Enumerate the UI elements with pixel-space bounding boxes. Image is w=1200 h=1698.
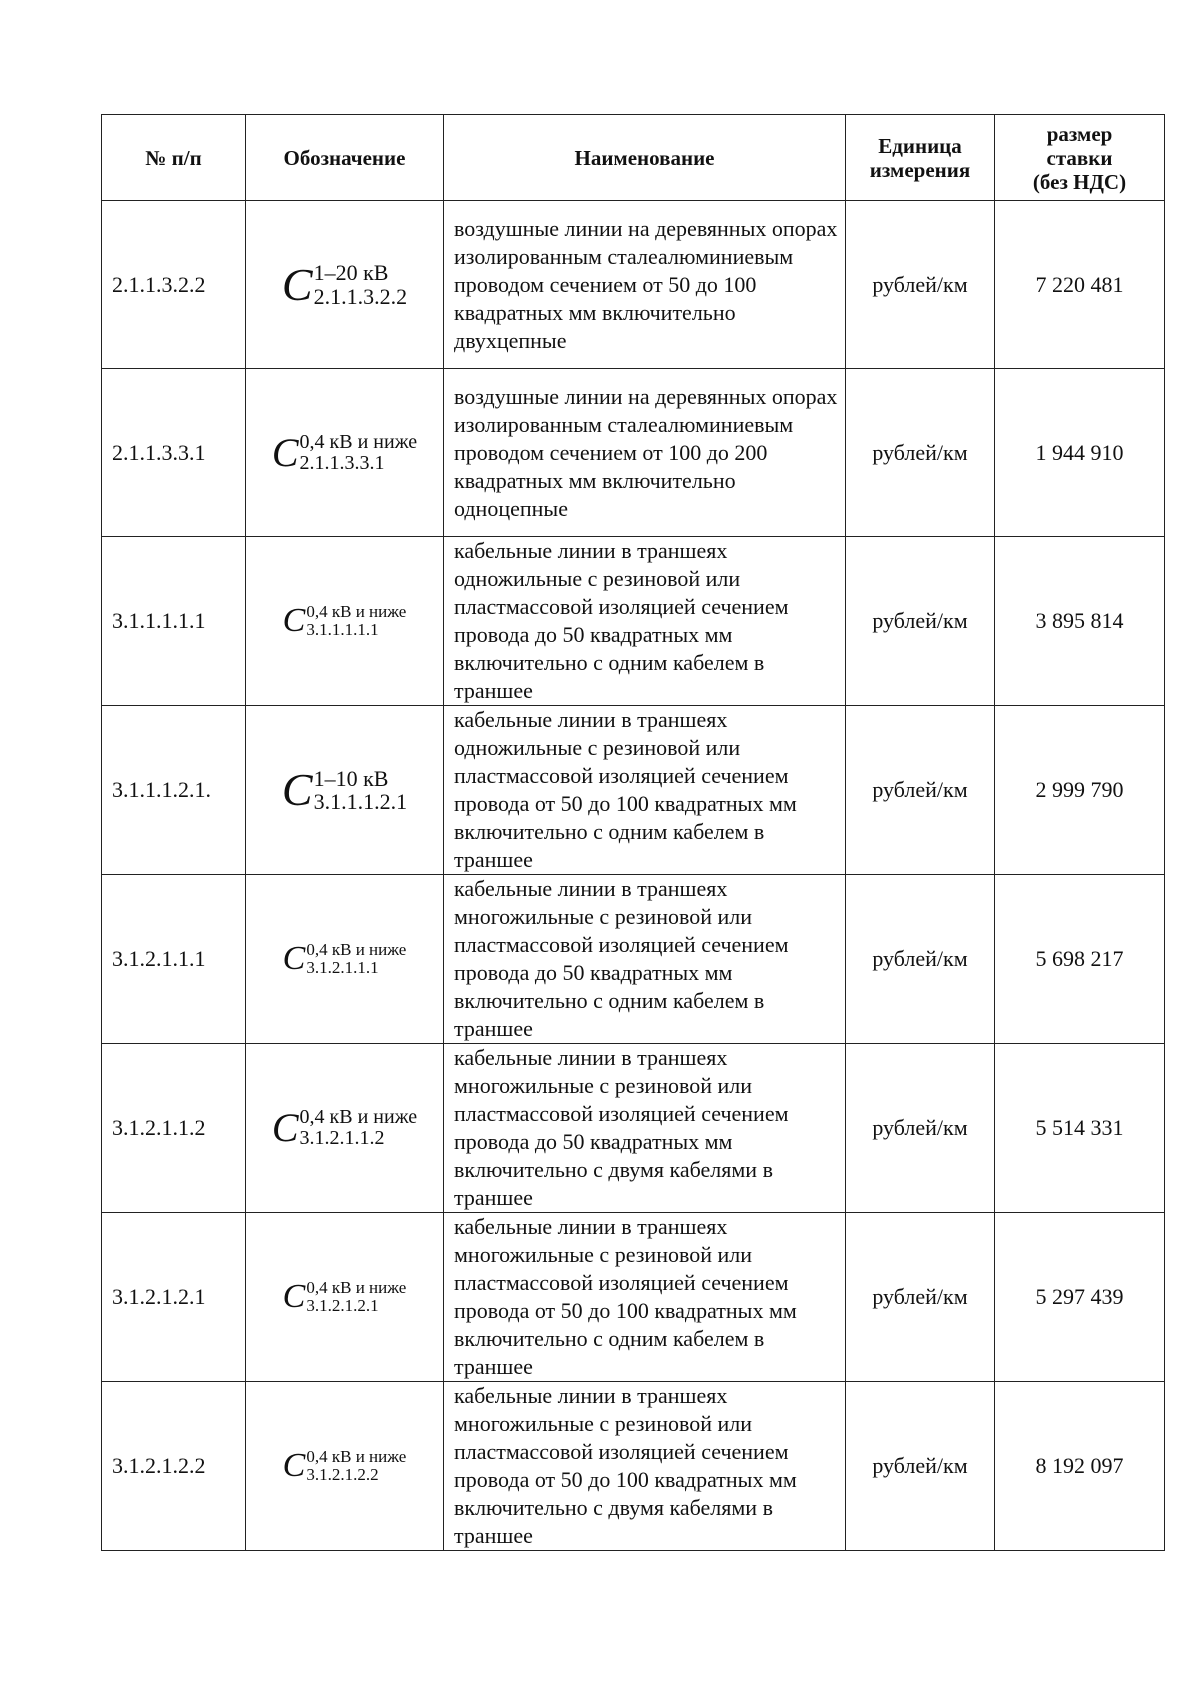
row-unit: рублей/км <box>846 1213 995 1382</box>
symbol-subscript: 3.1.2.1.2.1 <box>306 1296 379 1315</box>
symbol-superscript: 0,4 кВ и ниже <box>306 940 407 960</box>
symbol-letter: C <box>282 1447 306 1484</box>
header-num: № п/п <box>102 115 246 201</box>
table-row <box>102 537 1165 706</box>
table-header <box>102 115 1165 201</box>
row-unit: рублей/км <box>846 201 995 369</box>
row-description: кабельные линии в траншеях одножильные с резиновой или пластмассовой изоляцией сечением провода до 50 квадратных мм включительно с одним кабелем в траншее <box>444 537 846 706</box>
row-description: кабельные линии в траншеях многожильные с резиновой или пластмассовой изоляцией сечением провода до 50 квадратных мм включительно с одним кабелем в траншее <box>444 875 846 1044</box>
header-unit <box>846 115 995 201</box>
row-description: кабельные линии в траншеях многожильные с резиновой или пластмассовой изоляцией сечением провода от 50 до 100 квадратных мм включительно с двумя кабелями в траншее <box>444 1382 846 1551</box>
row-unit: рублей/км <box>846 875 995 1044</box>
row-unit: рублей/км <box>846 369 995 537</box>
row-description: воздушные линии на деревянных опорах изолированным сталеалюминиевым проводом сечением от 100 до 200 квадратных мм включительно одноцепные <box>444 369 846 537</box>
row-designation <box>246 1382 444 1551</box>
row-number: 3.1.1.1.2.1. <box>102 706 246 875</box>
row-number: 3.1.2.1.2.2 <box>102 1382 246 1551</box>
rate-symbol <box>283 1279 407 1315</box>
row-rate: 7 220 481 <box>995 201 1165 369</box>
row-designation <box>246 706 444 875</box>
header-rate-line1: размер <box>1046 121 1113 146</box>
rate-symbol <box>283 1448 407 1484</box>
row-description: кабельные линии в траншеях многожильные с резиновой или пластмассовой изоляцией сечением провода от 50 до 100 квадратных мм включительно с одним кабелем в траншее <box>444 1213 846 1382</box>
symbol-superscript: 1–10 кВ <box>313 765 389 791</box>
symbol-subscript: 3.1.1.1.1.1 <box>306 620 379 639</box>
row-number: 3.1.1.1.1.1 <box>102 537 246 706</box>
row-rate: 2 999 790 <box>995 706 1165 875</box>
symbol-letter: C <box>282 602 306 639</box>
row-number: 2.1.1.3.2.2 <box>102 201 246 369</box>
row-rate: 5 514 331 <box>995 1044 1165 1213</box>
row-designation <box>246 1213 444 1382</box>
symbol-superscript: 1–20 кВ <box>313 260 389 286</box>
row-designation <box>246 875 444 1044</box>
symbol-subscript: 3.1.1.1.2.1 <box>313 789 408 814</box>
symbol-superscript: 0,4 кВ и ниже <box>299 430 418 453</box>
table-row <box>102 201 1165 369</box>
header-row <box>102 115 1165 201</box>
row-rate: 1 944 910 <box>995 369 1165 537</box>
symbol-subscript: 3.1.2.1.2.2 <box>306 1465 379 1484</box>
header-rate-line2: ставки <box>1046 145 1113 170</box>
table-row <box>102 1213 1165 1382</box>
header-rate-line3: (без НДС) <box>1032 169 1127 194</box>
row-description: кабельные линии в траншеях одножильные с резиновой или пластмассовой изоляцией сечением провода от 50 до 100 квадратных мм включительно с одним кабелем в траншее <box>444 706 846 875</box>
row-description: кабельные линии в траншеях многожильные с резиновой или пластмассовой изоляцией сечением провода до 50 квадратных мм включительно с двумя кабелями в траншее <box>444 1044 846 1213</box>
symbol-superscript: 0,4 кВ и ниже <box>299 1106 418 1128</box>
header-unit-line2: измерения <box>869 157 971 182</box>
rate-symbol <box>272 1107 417 1149</box>
symbol-subscript: 3.1.2.1.1.2 <box>299 1127 385 1149</box>
symbol-superscript: 0,4 кВ и ниже <box>306 602 407 622</box>
rate-symbol <box>283 603 407 639</box>
rates-table <box>101 114 1165 1551</box>
row-designation <box>246 537 444 706</box>
row-number: 3.1.2.1.1.2 <box>102 1044 246 1213</box>
table-row <box>102 1044 1165 1213</box>
symbol-superscript: 0,4 кВ и ниже <box>306 1447 407 1467</box>
header-code: Обозначение <box>246 115 444 201</box>
table-row <box>102 369 1165 537</box>
rate-symbol <box>271 429 418 475</box>
header-rate <box>995 115 1165 201</box>
row-rate: 5 698 217 <box>995 875 1165 1044</box>
symbol-letter: C <box>281 258 313 310</box>
row-description: воздушные линии на деревянных опорах изолированным сталеалюминиевым проводом сечением от 50 до 100 квадратных мм включительно двухцепные <box>444 201 846 369</box>
table-row <box>102 1382 1165 1551</box>
table-body <box>102 201 1165 1551</box>
row-unit: рублей/км <box>846 1382 995 1551</box>
row-rate: 3 895 814 <box>995 537 1165 706</box>
rate-symbol <box>283 941 407 977</box>
row-designation <box>246 201 444 369</box>
header-unit-line1: Единица <box>878 133 962 158</box>
row-number: 2.1.1.3.3.1 <box>102 369 246 537</box>
row-unit: рублей/км <box>846 1044 995 1213</box>
symbol-subscript: 3.1.2.1.1.1 <box>306 958 379 977</box>
row-unit: рублей/км <box>846 706 995 875</box>
symbol-letter: C <box>271 429 299 475</box>
row-rate: 5 297 439 <box>995 1213 1165 1382</box>
symbol-letter: C <box>282 1278 306 1315</box>
row-designation <box>246 369 444 537</box>
table-row <box>102 706 1165 875</box>
row-rate: 8 192 097 <box>995 1382 1165 1551</box>
symbol-subscript: 2.1.1.3.2.2 <box>313 283 408 309</box>
symbol-letter: C <box>281 764 313 815</box>
row-designation <box>246 1044 444 1213</box>
row-number: 3.1.2.1.1.1 <box>102 875 246 1044</box>
row-number: 3.1.2.1.2.1 <box>102 1213 246 1382</box>
rate-symbol <box>281 258 408 310</box>
symbol-superscript: 0,4 кВ и ниже <box>306 1278 407 1298</box>
row-unit: рублей/км <box>846 537 995 706</box>
symbol-letter: C <box>271 1105 299 1150</box>
rate-symbol <box>281 764 408 815</box>
header-name: Наименование <box>444 115 846 201</box>
table-row <box>102 875 1165 1044</box>
symbol-letter: C <box>282 940 306 977</box>
symbol-subscript: 2.1.1.3.3.1 <box>299 451 385 474</box>
